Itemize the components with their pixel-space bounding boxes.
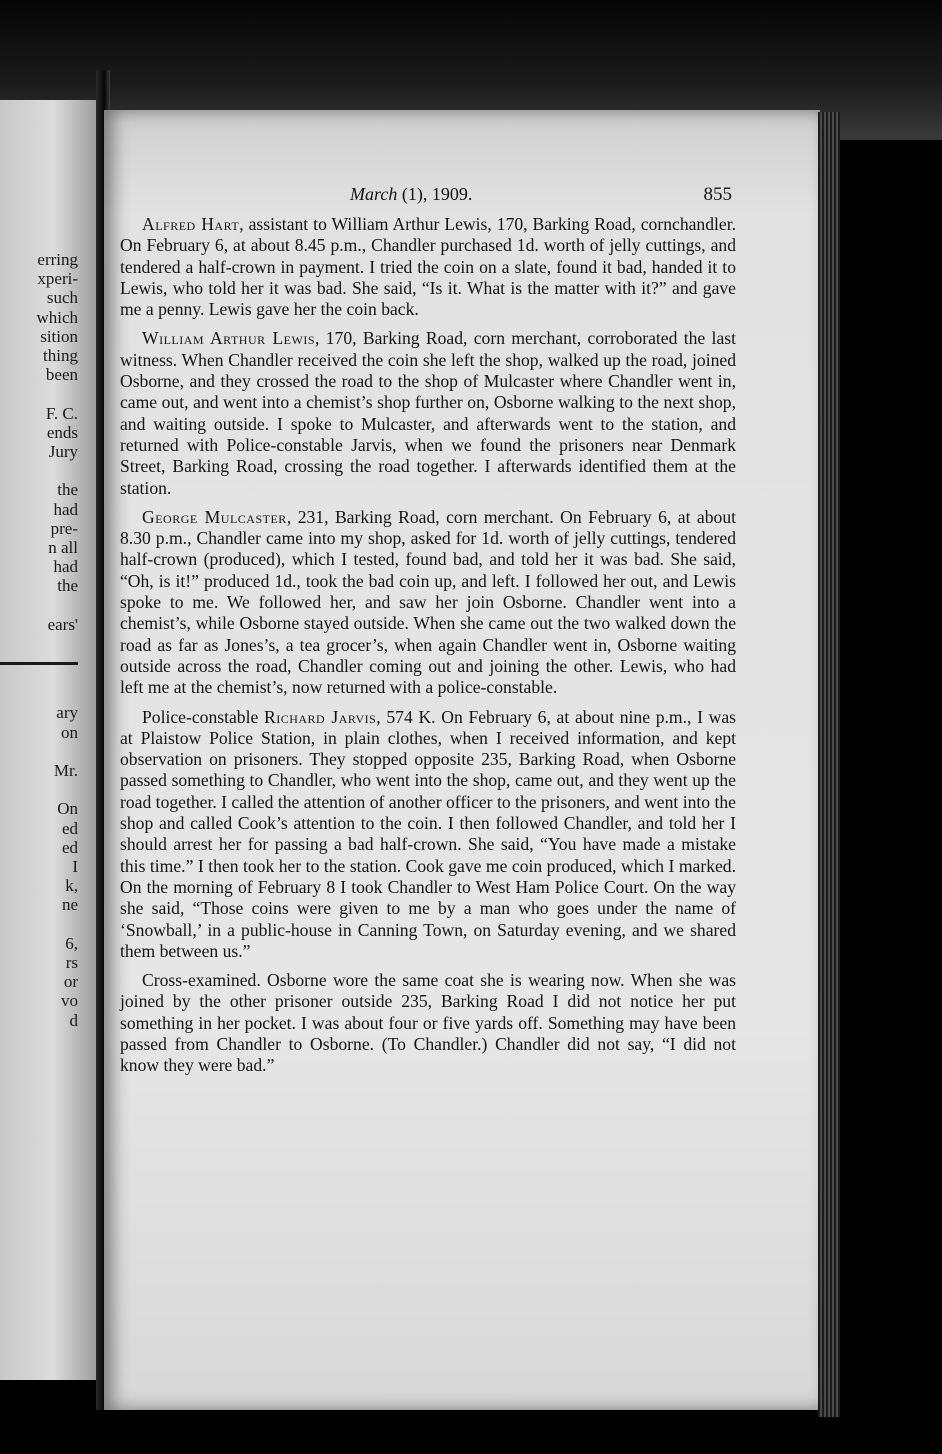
- facing-page-gap: [0, 461, 78, 480]
- facing-page-fragment: k,: [65, 876, 78, 896]
- facing-page-fragment: the: [57, 480, 78, 500]
- facing-page-fragment: or: [63, 972, 78, 992]
- running-head-date: March (1), 1909.: [350, 184, 473, 204]
- witness-name: Alfred Hart: [142, 214, 240, 234]
- facing-page-fragment: been: [45, 365, 78, 385]
- witness-rank: Police-constable: [142, 706, 264, 727]
- facing-page-fragment: F. C.: [45, 403, 78, 423]
- facing-page-fragment: ed: [61, 818, 78, 838]
- testimony-paragraph: [120, 214, 736, 320]
- facing-page-fragment: n all: [48, 538, 78, 558]
- testimony-text: , 574 K. On February 6, at about nine p.m., I was at Plaistow Police Station, in plain clothes, when I received information, and kept observation on prisoners. They stopped opposite 235, Barking Road, when Osborne passed something to Chandler, who went into the shop, came out, and they went up the road together. I called the attention of another officer to the prisoners, and went into the shop and called Cook’s attention to the coin. I then followed Chandler, and told her I should arrest her for passing a bad half-crown. She said, “You have made a mistake this time.” I then took her to the station. Cook gave me coin produced, which I marked. On the morning of February 8 I took Chandler to West Ham Police Court. On the way she said, “Those coins were given to me by a man who goes under the name of ‘Snowball,’ in a public-house in Canning Town, on Saturday evening, and we shared them between us.”: [120, 706, 736, 961]
- facing-page-gap: [0, 665, 78, 684]
- page-stack-edge: [818, 112, 840, 1417]
- running-head: [120, 178, 736, 214]
- facing-page-fragment: ears': [47, 614, 78, 634]
- facing-page-fragment: sition: [40, 326, 78, 346]
- facing-page-fragment: had: [53, 557, 78, 577]
- facing-page-fragment: the: [57, 576, 78, 596]
- facing-page-fragment: ed: [61, 837, 78, 857]
- facing-page-fragment: 6,: [65, 933, 78, 953]
- facing-page-gap: [0, 384, 78, 403]
- facing-page-fragment: I: [72, 856, 78, 876]
- facing-page-gap: [0, 596, 78, 615]
- facing-page-fragment: d: [69, 1010, 78, 1030]
- facing-page-text-fragments: [0, 250, 78, 1030]
- testimony-paragraph: [120, 707, 736, 963]
- witness-name: William Arthur Lewis: [142, 328, 316, 349]
- facing-page-fragment: ne: [61, 895, 78, 915]
- facing-page-fragment: erring: [37, 250, 78, 269]
- testimony-text: , 170, Barking Road, corn merchant, corroborated the last witness. When Chandler received the coin she left the shop, walked up the road, joined Osborne, and they crossed the road to the shop of Mulcaster where Chandler went in, came out, and went into a chemist’s shop further on, Osborne walking to the next shop, and waiting outside. I spoke to Mulcaster, and afterwards went to the station, and returned with Police-constable Jarvis, when we found the prisoners near Denmark Street, Barking Road, crossing the road together. I afterwards identified them at the station.: [120, 328, 736, 498]
- facing-page-fragment: ary: [56, 703, 78, 723]
- testimony-text: , 231, Barking Road, corn merchant. On February 6, at about 8.30 p.m., Chandler came into my shop, asked for 1d. worth of jelly cuttings, tendered half-crown (produced), which I tested, found bad, and told her it was bad. She said, “Oh, is it!” produced 1d., took the bad coin up, and left. I followed her out, and Lewis spoke to me. We followed her, and saw her join Osborne. Chandler went into a chemist’s, while Osborne stayed outside. When she came out the two walked down the road as far as Jones’s, a tea grocer’s, when again Chandler went in, Osborne waiting outside across the road, Chandler coming out and joining the other. Lewis, who had left me at the chemist’s, now returned with a police-constable.: [120, 506, 737, 698]
- witness-name: Richard Jarvis: [263, 706, 377, 727]
- testimony-paragraph: [120, 328, 736, 498]
- facing-page-fragment: xperi-: [37, 269, 78, 289]
- facing-page-fragment: which: [36, 307, 78, 327]
- facing-page-fragment: pre-: [50, 518, 78, 538]
- facing-page-fragment: on: [61, 722, 78, 742]
- facing-page-edge: [0, 100, 98, 1380]
- cross-examination-paragraph: [120, 970, 736, 1076]
- facing-page-fragment: thing: [43, 346, 78, 366]
- facing-page-fragment: rs: [65, 952, 78, 972]
- testimony-text: , assistant to William Arthur Lewis, 170, Barking Road, cornchandler. On February 6, at about 8.45 p.m., Chandler purchased 1d. worth of jelly cuttings, and tendered a half-crown in payment. I tried the coin on a slate, found it bad, handed it to Lewis, who told her it was bad. She said, “Is it. What is the matter with it?” and gave me a penny. Lewis gave her the coin back.: [120, 214, 736, 320]
- facing-page-gap: [0, 742, 78, 761]
- facing-page-fragment: Mr.: [53, 760, 78, 780]
- facing-page-fragment: Jury: [48, 442, 78, 462]
- facing-page-gap: [0, 684, 78, 703]
- witness-name: George Mulcaster: [142, 506, 287, 527]
- testimony-paragraph: [120, 507, 736, 699]
- facing-page-fragment: such: [46, 288, 78, 308]
- facing-page-gap: [0, 915, 78, 934]
- testimony-text: Cross-examined. Osborne wore the same coat she is wearing now. When she was joined by the other prisoner outside 235, Barking Road I did not notice her put something in her pocket. I was about four or five yards off. Something may have been passed from Chandler to Osborne. (To Chandler.) Chandler did not say, “I did not know they were bad.”: [120, 970, 736, 1076]
- facing-page-fragment: ends: [46, 422, 78, 442]
- page-number: 855: [703, 184, 732, 205]
- page-content: [120, 178, 736, 1085]
- facing-page-fragment: vo: [61, 991, 78, 1011]
- facing-page-gap: [0, 780, 78, 799]
- facing-page-fragment: had: [53, 499, 78, 519]
- facing-page-fragment: On: [57, 799, 78, 819]
